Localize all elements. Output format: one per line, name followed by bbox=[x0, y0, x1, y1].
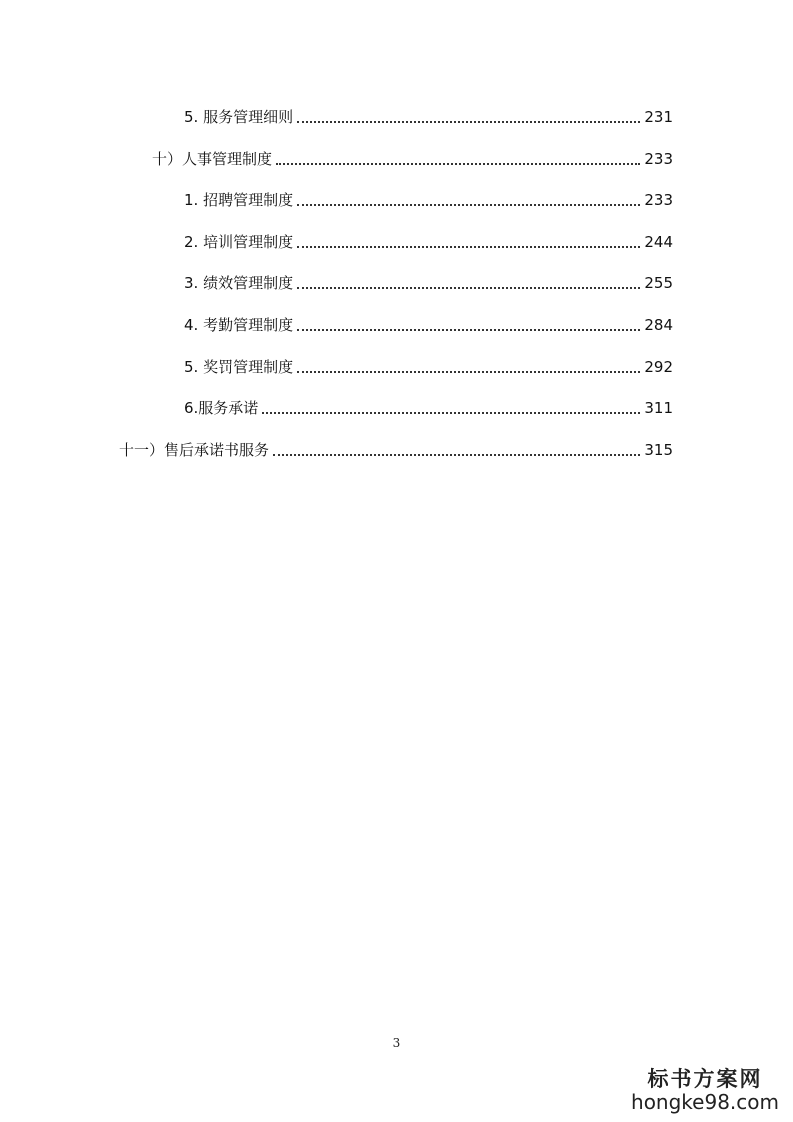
toc-dot-leader bbox=[297, 121, 640, 123]
toc-entry-title: 5. 奖罚管理制度 bbox=[184, 358, 294, 376]
toc-entry-title: 3. 绩效管理制度 bbox=[184, 274, 294, 292]
toc-dot-leader bbox=[297, 204, 640, 206]
toc-entry-page: 315 bbox=[644, 441, 673, 459]
toc-entry[interactable] bbox=[119, 439, 673, 461]
toc-entry[interactable] bbox=[184, 106, 673, 128]
watermark-title: 标书方案网 bbox=[647, 1065, 763, 1091]
toc-entry-page: 231 bbox=[644, 108, 673, 126]
toc-entry[interactable] bbox=[152, 148, 673, 170]
site-watermark bbox=[631, 1067, 779, 1114]
toc-entry-title: 十一）售后承诺书服务 bbox=[119, 441, 270, 459]
toc-entry-page: 292 bbox=[644, 358, 673, 376]
toc-entry-page: 244 bbox=[644, 233, 673, 251]
toc-dot-leader bbox=[297, 287, 640, 289]
toc-entry-page: 233 bbox=[644, 150, 673, 168]
watermark-url: hongke98.com bbox=[631, 1090, 779, 1114]
toc-entry[interactable] bbox=[184, 231, 673, 253]
toc-dot-leader bbox=[276, 163, 640, 165]
toc-entry-title: 2. 培训管理制度 bbox=[184, 233, 294, 251]
toc-entry-title: 6.服务承诺 bbox=[184, 399, 259, 417]
toc-entry[interactable] bbox=[184, 397, 673, 419]
toc-entry[interactable] bbox=[184, 272, 673, 294]
page-number: 3 bbox=[392, 1036, 401, 1050]
toc-entry-page: 255 bbox=[644, 274, 673, 292]
toc-dot-leader bbox=[273, 454, 640, 456]
toc-entry-title: 1. 招聘管理制度 bbox=[184, 191, 294, 209]
toc-entry-title: 十）人事管理制度 bbox=[152, 150, 273, 168]
toc-entry[interactable] bbox=[184, 189, 673, 211]
toc-dot-leader bbox=[297, 371, 640, 373]
toc-dot-leader bbox=[297, 246, 640, 248]
toc-dot-leader bbox=[297, 329, 640, 331]
toc-entry-page: 233 bbox=[644, 191, 673, 209]
toc-entry-page: 311 bbox=[644, 399, 673, 417]
toc-dot-leader bbox=[262, 412, 640, 414]
toc-entry-title: 5. 服务管理细则 bbox=[184, 108, 294, 126]
toc-entry[interactable] bbox=[184, 314, 673, 336]
toc-entry-page: 284 bbox=[644, 316, 673, 334]
toc-entry[interactable] bbox=[184, 356, 673, 378]
toc-entry-title: 4. 考勤管理制度 bbox=[184, 316, 294, 334]
